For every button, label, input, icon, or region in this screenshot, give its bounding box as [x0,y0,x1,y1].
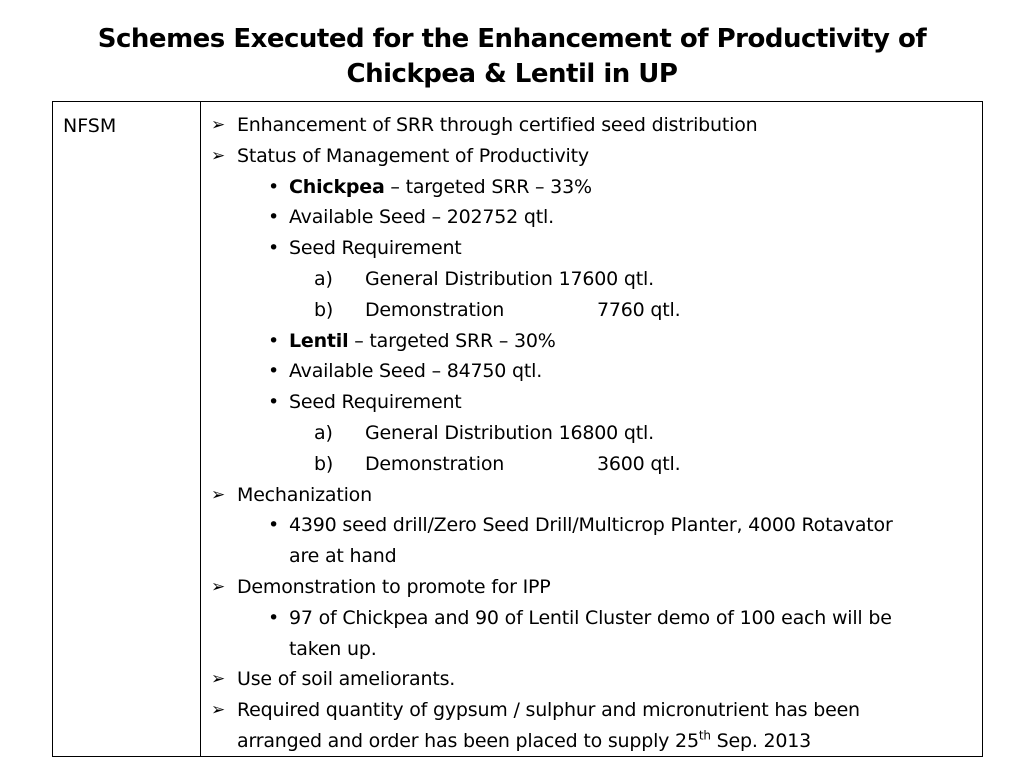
sub-list-item: • Chickpea – targeted SRR – 33% [211,172,982,203]
sub-list-item-continuation: taken up. [289,637,377,660]
arrow-bullet-icon: ➢ [211,484,226,505]
list-item: ➢ Demonstration to promote for IPP [211,572,982,603]
slide-title [40,22,984,92]
sub-list-item: • Seed Requirement [211,387,982,418]
scheme-details-cell [201,102,982,756]
title-line-2: Chickpea & Lentil in UP [346,59,678,89]
scheme-table [52,101,983,757]
sub-list-item: • Available Seed – 202752 qtl. [211,202,982,233]
bullet-icon: • [268,391,280,414]
arrow-bullet-icon: ➢ [211,700,226,721]
sub-sub-list-item: a) General Distribution 17600 qtl. [314,267,654,290]
scheme-name-cell [53,102,201,756]
sub-list-item: • Available Seed – 84750 qtl. [211,356,982,387]
title-line-1: Schemes Executed for the Enhancement of Productivity of [97,24,927,54]
bullet-icon: • [268,606,280,629]
list-item: ➢ Status of Management of Productivity [211,141,982,172]
bullet-icon: • [268,360,280,383]
sub-list-item: • 97 of Chickpea and 90 of Lentil Cluster demo of 100 each will be [211,603,982,634]
bullet-icon: • [268,514,280,537]
bullet-icon: • [268,175,280,198]
list-item: ➢ Use of soil ameliorants. [211,664,982,695]
bullet-icon: • [268,206,280,229]
arrow-bullet-icon: ➢ [211,145,226,166]
sub-sub-list-item: b) Demonstration 7760 qtl. [314,298,681,321]
sub-sub-list-item: b) Demonstration 3600 qtl. [314,452,681,475]
list-item: ➢ Required quantity of gypsum / sulphur and micronutrient has been [211,695,982,726]
sub-list-item: • 4390 seed drill/Zero Seed Drill/Multicrop Planter, 4000 Rotavator [211,510,982,541]
crop-name-chickpea: Chickpea [289,175,385,198]
sub-sub-list-item: a) General Distribution 16800 qtl. [314,421,654,444]
sub-list-item-continuation: are at hand [289,545,397,568]
arrow-bullet-icon: ➢ [211,115,226,135]
crop-name-lentil: Lentil [289,329,349,352]
list-item: ➢ Mechanization [211,480,982,511]
arrow-bullet-icon: ➢ [211,669,226,690]
bullet-icon: • [268,329,280,352]
sub-list-item: • Lentil – targeted SRR – 30% [211,326,982,357]
sub-list-item: • Seed Requirement [211,233,982,264]
list-item-continuation: arranged and order has been placed to supply 25th Sep. 2013 [237,728,812,752]
arrow-bullet-icon: ➢ [211,576,226,597]
bullet-icon: • [268,237,280,260]
scheme-name: NFSM [63,115,117,137]
list-item: ➢ Enhancement of SRR through certified seed distribution [211,110,982,141]
